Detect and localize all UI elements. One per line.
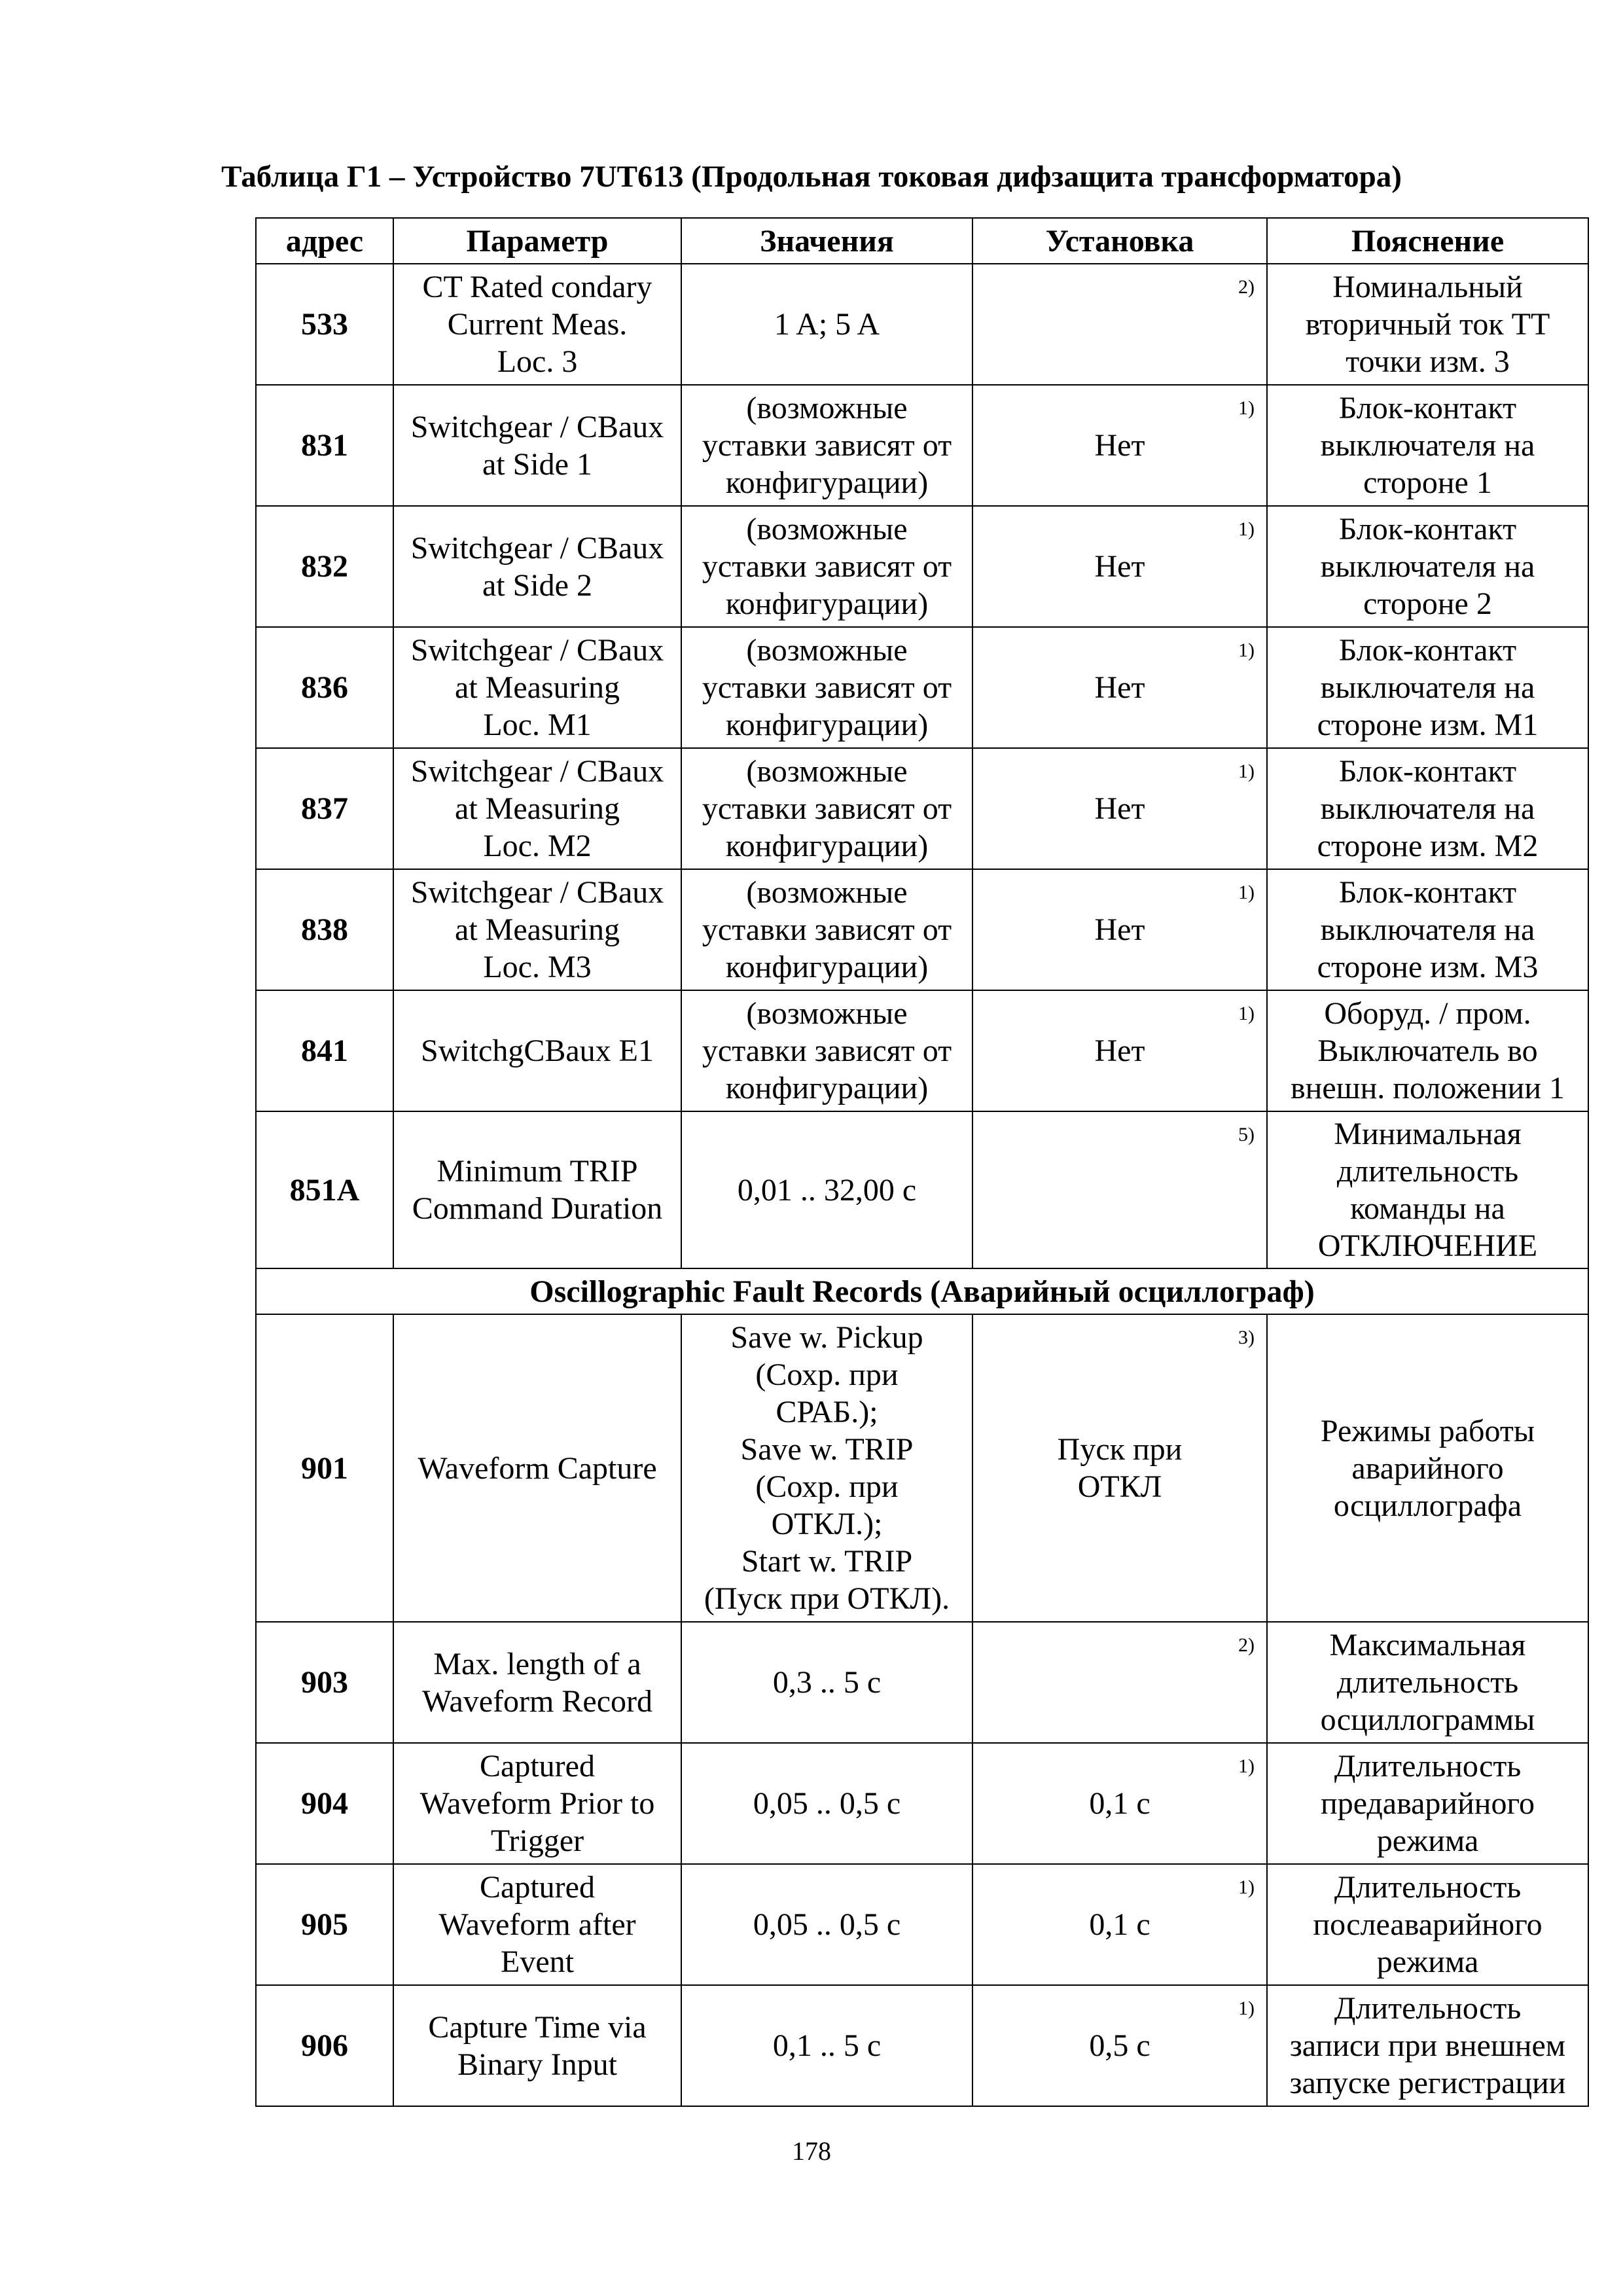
cell-line: уставки зависят от bbox=[702, 428, 952, 463]
values-cell bbox=[681, 1864, 972, 1985]
address-cell: 903 bbox=[256, 1622, 393, 1743]
cell-line: Waveform after bbox=[438, 1907, 636, 1942]
cell-line: Номинальный bbox=[1332, 270, 1523, 304]
cell-line: Блок-контакт bbox=[1338, 633, 1517, 668]
footnote-mark: 2) bbox=[1238, 276, 1255, 298]
cell-line: Binary Input bbox=[457, 2047, 617, 2082]
table-row bbox=[256, 990, 1588, 1111]
parameter-cell bbox=[393, 627, 681, 748]
parameter-cell bbox=[393, 1864, 681, 1985]
cell-line: Save w. Pickup bbox=[730, 1320, 923, 1355]
explanation-cell bbox=[1267, 1864, 1588, 1985]
setting-cell bbox=[972, 869, 1267, 990]
cell-line: Trigger bbox=[490, 1823, 584, 1858]
cell-line: стороне изм. M3 bbox=[1317, 950, 1539, 984]
cell-line: стороне изм. M2 bbox=[1317, 829, 1539, 863]
cell-line: конфигурации) bbox=[725, 950, 929, 984]
footnote-mark: 1) bbox=[1238, 1876, 1255, 1898]
cell-line: Loc. M1 bbox=[483, 708, 592, 742]
table-title: Таблица Г1 – Устройство 7UT613 (Продольная токовая дифзащита трансформатора) bbox=[221, 160, 1402, 194]
address-cell: 838 bbox=[256, 869, 393, 990]
footnote-mark: 1) bbox=[1238, 397, 1255, 419]
cell-line: (возможные bbox=[746, 754, 908, 789]
footnote-mark: 1) bbox=[1238, 1003, 1255, 1024]
cell-line: Switchgear / CBaux bbox=[410, 409, 664, 444]
cell-line: 0,05 .. 0,5 c bbox=[753, 1786, 901, 1821]
explanation-cell bbox=[1267, 748, 1588, 869]
cell-line: СРАБ.); bbox=[776, 1395, 878, 1429]
setting-cell bbox=[972, 1111, 1267, 1268]
cell-line: Command Duration bbox=[412, 1191, 663, 1226]
cell-line: (Сохр. при bbox=[755, 1357, 899, 1392]
explanation-cell bbox=[1267, 627, 1588, 748]
cell-line: Длительность bbox=[1334, 1991, 1522, 2026]
cell-line: длительность bbox=[1336, 1665, 1519, 1700]
address-cell: 837 bbox=[256, 748, 393, 869]
explanation-cell bbox=[1267, 869, 1588, 990]
header-setting: Установка bbox=[972, 218, 1267, 264]
cell-line: Captured bbox=[480, 1749, 595, 1784]
cell-line: записи при внешнем bbox=[1289, 2028, 1566, 2063]
footnote-mark: 1) bbox=[1238, 761, 1255, 782]
cell-line: ОТКЛ bbox=[1077, 1469, 1162, 1504]
cell-line: at Side 2 bbox=[482, 567, 592, 603]
parameter-cell bbox=[393, 1743, 681, 1864]
footnote-mark: 1) bbox=[1238, 518, 1255, 540]
cell-line: стороне 2 bbox=[1363, 586, 1492, 621]
header-parameter: Параметр bbox=[393, 218, 681, 264]
values-cell bbox=[681, 869, 972, 990]
table-row bbox=[256, 1864, 1588, 1985]
cell-line: уставки зависят от bbox=[702, 791, 952, 826]
cell-line: конфигурации) bbox=[725, 586, 929, 621]
cell-line: конфигурации) bbox=[725, 465, 929, 500]
cell-line: Switchgear / CBaux bbox=[410, 633, 664, 668]
cell-line: точки изм. 3 bbox=[1346, 344, 1510, 379]
address-cell: 851A bbox=[256, 1111, 393, 1268]
cell-line: ОТКЛ.); bbox=[771, 1507, 883, 1541]
setting-cell bbox=[972, 748, 1267, 869]
cell-line: осциллограммы bbox=[1320, 1702, 1535, 1737]
cell-line: ОТКЛЮЧЕНИЕ bbox=[1317, 1229, 1538, 1263]
explanation-cell bbox=[1267, 1743, 1588, 1864]
explanation-cell bbox=[1267, 506, 1588, 627]
footnote-mark: 3) bbox=[1238, 1327, 1255, 1348]
setting-cell bbox=[972, 506, 1267, 627]
cell-line: CT Rated condary bbox=[422, 270, 652, 304]
footnote-mark: 2) bbox=[1238, 1634, 1255, 1656]
cell-line: (возможные bbox=[746, 391, 908, 425]
parameter-cell bbox=[393, 1985, 681, 2106]
explanation-cell bbox=[1267, 1314, 1588, 1622]
values-cell bbox=[681, 627, 972, 748]
cell-line: конфигурации) bbox=[725, 829, 929, 863]
address-cell: 831 bbox=[256, 385, 393, 506]
cell-line: Max. length of a bbox=[433, 1646, 641, 1681]
cell-line: уставки зависят от bbox=[702, 549, 952, 584]
cell-line: запуске регистрации bbox=[1289, 2066, 1566, 2100]
cell-line: уставки зависят от bbox=[702, 670, 952, 705]
cell-line: Waveform Capture bbox=[418, 1450, 657, 1486]
cell-line: SwitchgCBaux E1 bbox=[421, 1033, 654, 1068]
values-cell bbox=[681, 506, 972, 627]
values-cell bbox=[681, 1985, 972, 2106]
cell-line: at Measuring bbox=[455, 791, 620, 826]
explanation-cell bbox=[1267, 1111, 1588, 1268]
cell-line: Длительность bbox=[1334, 1749, 1522, 1784]
cell-line: Длительность bbox=[1334, 1870, 1522, 1905]
cell-line: 0,1 c bbox=[1089, 1907, 1150, 1942]
cell-line: внешн. положении 1 bbox=[1290, 1071, 1565, 1105]
parameter-cell bbox=[393, 1314, 681, 1622]
cell-line: (возможные bbox=[746, 512, 908, 547]
address-cell: 841 bbox=[256, 990, 393, 1111]
setting-cell bbox=[972, 385, 1267, 506]
cell-line: Режимы работы bbox=[1320, 1413, 1535, 1448]
values-cell bbox=[681, 748, 972, 869]
cell-line: at Side 1 bbox=[482, 446, 592, 482]
cell-line: Нет bbox=[1094, 912, 1145, 947]
cell-line: выключателя на bbox=[1320, 912, 1535, 947]
page-number: 178 bbox=[792, 2136, 831, 2166]
address-cell: 836 bbox=[256, 627, 393, 748]
cell-line: Switchgear / CBaux bbox=[410, 530, 664, 565]
cell-line: длительность bbox=[1336, 1154, 1519, 1189]
cell-line: Switchgear / CBaux bbox=[410, 875, 664, 910]
footnote-mark: 1) bbox=[1238, 882, 1255, 903]
footnote-mark: 1) bbox=[1238, 1998, 1255, 2019]
cell-line: Waveform Prior to bbox=[419, 1786, 655, 1821]
cell-line: at Measuring bbox=[455, 670, 620, 705]
parameter-cell bbox=[393, 385, 681, 506]
header-address: адрес bbox=[256, 218, 393, 264]
setting-cell bbox=[972, 264, 1267, 385]
address-cell: 905 bbox=[256, 1864, 393, 1985]
cell-line: Блок-контакт bbox=[1338, 754, 1517, 789]
cell-line: Нет bbox=[1094, 791, 1145, 826]
cell-line: (Пуск при ОТКЛ). bbox=[704, 1581, 950, 1616]
cell-line: Loc. M3 bbox=[483, 950, 592, 984]
cell-line: выключателя на bbox=[1320, 428, 1535, 463]
cell-line: 0,1 .. 5 c bbox=[772, 2028, 882, 2063]
setting-cell bbox=[972, 627, 1267, 748]
table-row bbox=[256, 264, 1588, 385]
parameter-cell bbox=[393, 506, 681, 627]
cell-line: выключателя на bbox=[1320, 791, 1535, 826]
address-cell: 832 bbox=[256, 506, 393, 627]
table-row bbox=[256, 1743, 1588, 1864]
table-row bbox=[256, 1622, 1588, 1743]
cell-line: конфигурации) bbox=[725, 1071, 929, 1105]
address-cell: 901 bbox=[256, 1314, 393, 1622]
cell-line: Максимальная bbox=[1329, 1628, 1526, 1662]
cell-line: Switchgear / CBaux bbox=[410, 754, 664, 789]
cell-line: Пуск при bbox=[1057, 1432, 1183, 1467]
cell-line: (возможные bbox=[746, 875, 908, 910]
cell-line: послеаварийного bbox=[1313, 1907, 1543, 1942]
cell-line: аварийного bbox=[1351, 1450, 1504, 1486]
cell-line: Выключатель во bbox=[1317, 1033, 1538, 1068]
cell-line: Current Meas. bbox=[447, 307, 628, 342]
footnote-mark: 5) bbox=[1238, 1124, 1255, 1145]
cell-line: 0,5 c bbox=[1089, 2028, 1150, 2063]
parameter-cell bbox=[393, 264, 681, 385]
cell-line: команды на bbox=[1350, 1191, 1505, 1226]
section-heading: Oscillographic Fault Records (Аварийный осциллограф) bbox=[256, 1268, 1588, 1314]
section-row bbox=[256, 1268, 1588, 1314]
cell-line: Нет bbox=[1094, 1033, 1145, 1068]
values-cell bbox=[681, 385, 972, 506]
explanation-cell bbox=[1267, 264, 1588, 385]
cell-line: 0,01 .. 32,00 c bbox=[737, 1172, 917, 1208]
cell-line: вторичный ток ТТ bbox=[1305, 307, 1550, 342]
values-cell bbox=[681, 1111, 972, 1268]
explanation-cell bbox=[1267, 1622, 1588, 1743]
table-row bbox=[256, 1314, 1588, 1622]
setting-cell bbox=[972, 1622, 1267, 1743]
cell-line: 0,3 .. 5 c bbox=[772, 1665, 882, 1700]
explanation-cell bbox=[1267, 990, 1588, 1111]
parameter-cell bbox=[393, 1111, 681, 1268]
cell-line: Captured bbox=[480, 1870, 595, 1905]
cell-line: Оборуд. / пром. bbox=[1324, 996, 1531, 1031]
cell-line: уставки зависят от bbox=[702, 1033, 952, 1068]
cell-line: конфигурации) bbox=[725, 708, 929, 742]
cell-line: (Сохр. при bbox=[755, 1469, 899, 1504]
cell-line: Event bbox=[501, 1945, 574, 1979]
setting-cell bbox=[972, 1743, 1267, 1864]
table-row bbox=[256, 627, 1588, 748]
cell-line: Minimum TRIP bbox=[437, 1154, 638, 1189]
setting-cell bbox=[972, 1985, 1267, 2106]
cell-line: уставки зависят от bbox=[702, 912, 952, 947]
table-row bbox=[256, 1985, 1588, 2106]
cell-line: 0,1 c bbox=[1089, 1786, 1150, 1821]
cell-line: Блок-контакт bbox=[1338, 391, 1517, 425]
cell-line: осциллографа bbox=[1333, 1488, 1522, 1523]
cell-line: Нет bbox=[1094, 428, 1145, 463]
table-row bbox=[256, 506, 1588, 627]
header-row bbox=[256, 218, 1588, 264]
table-row bbox=[256, 748, 1588, 869]
setting-cell bbox=[972, 990, 1267, 1111]
values-cell bbox=[681, 1622, 972, 1743]
cell-line: Блок-контакт bbox=[1338, 875, 1517, 910]
cell-line: Минимальная bbox=[1334, 1117, 1522, 1151]
cell-line: Start w. TRIP bbox=[741, 1544, 913, 1579]
cell-line: режима bbox=[1376, 1823, 1479, 1858]
cell-line: Loc. 3 bbox=[497, 344, 578, 379]
values-cell bbox=[681, 1743, 972, 1864]
address-cell: 533 bbox=[256, 264, 393, 385]
parameter-cell bbox=[393, 1622, 681, 1743]
footnote-mark: 1) bbox=[1238, 1755, 1255, 1777]
table-row bbox=[256, 385, 1588, 506]
cell-line: Waveform Record bbox=[422, 1683, 652, 1719]
explanation-cell bbox=[1267, 385, 1588, 506]
setting-cell bbox=[972, 1864, 1267, 1985]
cell-line: 0,05 .. 0,5 c bbox=[753, 1907, 901, 1942]
setting-cell bbox=[972, 1314, 1267, 1622]
footnote-mark: 1) bbox=[1238, 639, 1255, 661]
address-cell: 904 bbox=[256, 1743, 393, 1864]
explanation-cell bbox=[1267, 1985, 1588, 2106]
values-cell bbox=[681, 990, 972, 1111]
parameter-cell bbox=[393, 748, 681, 869]
cell-line: выключателя на bbox=[1320, 670, 1535, 705]
cell-line: at Measuring bbox=[455, 912, 620, 947]
address-cell: 906 bbox=[256, 1985, 393, 2106]
table-row bbox=[256, 869, 1588, 990]
settings-table bbox=[255, 217, 1589, 2107]
cell-line: предаварийного bbox=[1321, 1786, 1535, 1821]
values-cell bbox=[681, 1314, 972, 1622]
cell-line: Нет bbox=[1094, 670, 1145, 705]
cell-line: (возможные bbox=[746, 996, 908, 1031]
cell-line: (возможные bbox=[746, 633, 908, 668]
header-values: Значения bbox=[681, 218, 972, 264]
header-explanation: Пояснение bbox=[1267, 218, 1588, 264]
cell-line: Нет bbox=[1094, 549, 1145, 584]
parameter-cell bbox=[393, 869, 681, 990]
cell-line: Блок-контакт bbox=[1338, 512, 1517, 547]
cell-line: Capture Time via bbox=[428, 2009, 647, 2045]
table-row bbox=[256, 1111, 1588, 1268]
cell-line: Loc. M2 bbox=[483, 829, 592, 863]
cell-line: выключателя на bbox=[1320, 549, 1535, 584]
values-cell bbox=[681, 264, 972, 385]
parameter-cell bbox=[393, 990, 681, 1111]
cell-line: 1 A; 5 A bbox=[774, 307, 880, 342]
cell-line: стороне 1 bbox=[1363, 465, 1492, 500]
cell-line: стороне изм. M1 bbox=[1317, 708, 1539, 742]
cell-line: Save w. TRIP bbox=[740, 1432, 914, 1467]
cell-line: режима bbox=[1376, 1945, 1479, 1979]
